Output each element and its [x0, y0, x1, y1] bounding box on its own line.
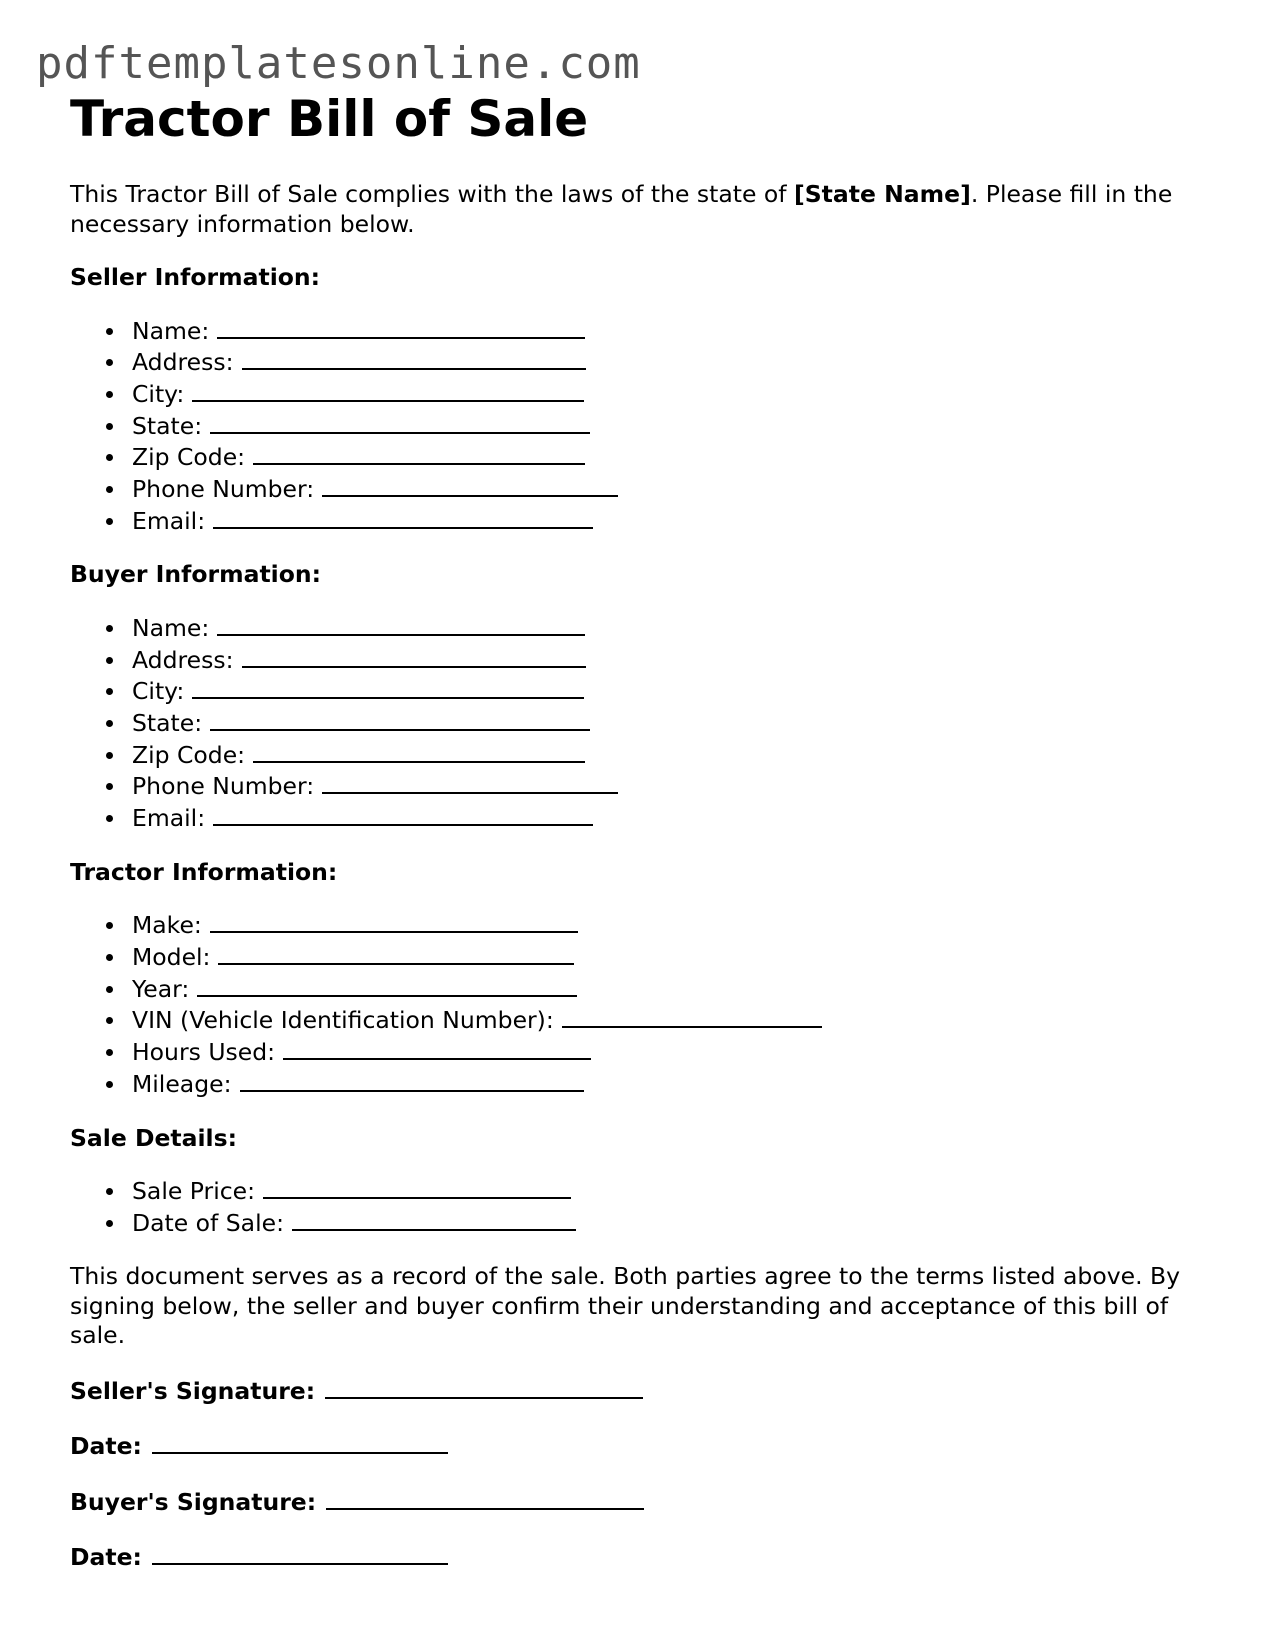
buyer-date-blank[interactable]: [152, 1541, 448, 1565]
intro-text-before: This Tractor Bill of Sale complies with the laws of the state of: [70, 180, 795, 208]
field-label: Address:: [132, 348, 234, 377]
seller-address-blank[interactable]: [242, 346, 586, 370]
buyer-state-blank[interactable]: [210, 707, 590, 731]
buyer-email-field: [106, 802, 1210, 834]
document-page: [70, 88, 1210, 1573]
sale-section-heading: Sale Details:: [70, 1123, 237, 1152]
field-label: Zip Code:: [132, 740, 246, 769]
seller-email-blank[interactable]: [213, 505, 593, 529]
field-label: Name:: [132, 316, 210, 345]
seller-signature-blank[interactable]: [325, 1375, 643, 1399]
seller-state-field: [106, 410, 1210, 442]
buyer-zip-field: [106, 739, 1210, 771]
buyer-name-field: [106, 612, 1210, 644]
seller-zip-field: [106, 441, 1210, 473]
seller-name-field: [106, 315, 1210, 347]
seller-name-blank[interactable]: [217, 315, 585, 339]
seller-date-blank[interactable]: [152, 1430, 448, 1454]
tractor-vin-field: [106, 1004, 1210, 1036]
seller-city-field: [106, 378, 1210, 410]
document-title: Tractor Bill of Sale: [70, 90, 589, 148]
buyer-phone-field: [106, 770, 1210, 802]
tractor-make-field: [106, 909, 1210, 941]
closing-paragraph: This document serves as a record of the sale. Both parties agree to the terms listed above. By signing below, the seller and buyer confirm their understanding and acceptance of this bill of sale.: [70, 1262, 1181, 1350]
buyer-name-blank[interactable]: [217, 612, 585, 636]
field-label: Phone Number:: [132, 772, 315, 801]
tractor-model-field: [106, 941, 1210, 973]
field-label: State:: [132, 411, 203, 440]
state-name-placeholder: [State Name]: [794, 180, 971, 208]
tractor-fields-list: [70, 909, 1210, 1099]
watermark: pdftemplatesonline.com: [36, 38, 641, 89]
field-label: City:: [132, 677, 185, 706]
field-label: Model:: [132, 943, 211, 972]
tractor-year-blank[interactable]: [197, 973, 577, 997]
field-label: Zip Code:: [132, 443, 246, 472]
field-label: Sale Price:: [132, 1177, 256, 1206]
seller-email-field: [106, 505, 1210, 537]
tractor-make-blank[interactable]: [210, 909, 578, 933]
seller-section-heading: Seller Information:: [70, 263, 321, 291]
buyer-signature-label: Buyer's Signature:: [70, 1487, 317, 1516]
seller-zip-blank[interactable]: [253, 441, 585, 465]
field-label: VIN (Vehicle Identification Number):: [132, 1006, 554, 1035]
field-label: Phone Number:: [132, 475, 315, 504]
buyer-address-blank[interactable]: [242, 644, 586, 668]
buyer-address-field: [106, 644, 1210, 676]
seller-address-field: [106, 346, 1210, 378]
tractor-year-field: [106, 973, 1210, 1005]
buyer-section-heading: Buyer Information:: [70, 560, 322, 589]
seller-fields-list: [70, 315, 1210, 537]
seller-signature-label: Seller's Signature:: [70, 1376, 316, 1405]
field-label: Email:: [132, 804, 206, 833]
tractor-mileage-field: [106, 1068, 1210, 1100]
intro-paragraph: [70, 180, 1210, 239]
seller-signature-line: [70, 1375, 1210, 1407]
seller-state-blank[interactable]: [210, 410, 590, 434]
intro-text-after: . Please fill in the necessary information below.: [70, 180, 1173, 238]
field-label: Date of Sale:: [132, 1208, 284, 1237]
sale-price-field: [106, 1175, 1210, 1207]
field-label: Hours Used:: [132, 1038, 276, 1067]
buyer-email-blank[interactable]: [213, 802, 593, 826]
tractor-model-blank[interactable]: [218, 941, 574, 965]
buyer-signature-blank[interactable]: [326, 1486, 644, 1510]
seller-phone-blank[interactable]: [322, 473, 618, 497]
field-label: Year:: [132, 974, 190, 1003]
seller-phone-field: [106, 473, 1210, 505]
buyer-state-field: [106, 707, 1210, 739]
sale-date-field: [106, 1207, 1210, 1239]
tractor-vin-blank[interactable]: [562, 1004, 822, 1028]
tractor-hours-field: [106, 1036, 1210, 1068]
buyer-zip-blank[interactable]: [253, 739, 585, 763]
buyer-city-field: [106, 675, 1210, 707]
tractor-mileage-blank[interactable]: [240, 1068, 584, 1092]
field-label: Mileage:: [132, 1069, 232, 1098]
buyer-city-blank[interactable]: [192, 675, 584, 699]
tractor-section-heading: Tractor Information:: [70, 857, 338, 886]
field-label: Address:: [132, 645, 234, 674]
field-label: City:: [132, 379, 185, 408]
buyer-fields-list: [70, 612, 1210, 834]
buyer-date-label: Date:: [70, 1543, 142, 1572]
field-label: State:: [132, 709, 203, 738]
seller-city-blank[interactable]: [192, 378, 584, 402]
buyer-signature-line: [70, 1486, 1210, 1518]
field-label: Make:: [132, 911, 202, 940]
sale-fields-list: [70, 1175, 1210, 1238]
tractor-hours-blank[interactable]: [283, 1036, 591, 1060]
field-label: Email:: [132, 506, 206, 535]
seller-date-line: [70, 1430, 1210, 1462]
sale-date-blank[interactable]: [292, 1207, 576, 1231]
sale-price-blank[interactable]: [263, 1175, 571, 1199]
seller-date-label: Date:: [70, 1432, 142, 1461]
buyer-phone-blank[interactable]: [322, 770, 618, 794]
field-label: Name:: [132, 613, 210, 642]
buyer-date-line: [70, 1541, 1210, 1573]
